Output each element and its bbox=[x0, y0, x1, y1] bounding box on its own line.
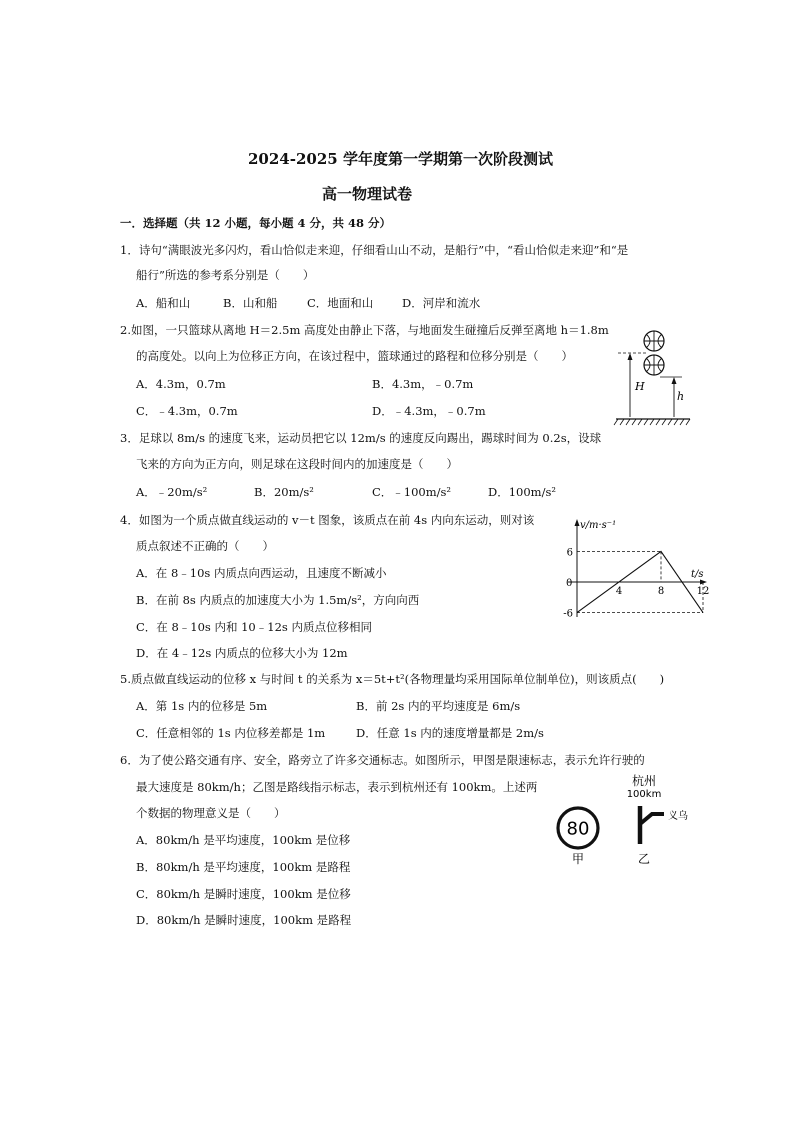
sign-label-jia: 甲 bbox=[571, 852, 585, 866]
q5-option-a: A．第 1s 内的位移是 5m bbox=[136, 699, 268, 713]
q4-option-a: A．在 8﹣10s 内质点向西运动，且速度不断减小 bbox=[136, 566, 387, 580]
q5-option-d: D．任意 1s 内的速度增量都是 2m/s bbox=[356, 726, 544, 740]
q3-option-d: D．100m/s² bbox=[488, 485, 556, 499]
q2-stem-line1: 2.如图，一只篮球从离地 H＝2.5m 高度处由静止下落，与地面发生碰撞后反弹至离地 h＝1.8m bbox=[120, 323, 609, 337]
q2-option-c: C．﹣4.3m，0.7m bbox=[136, 404, 238, 418]
q2-option-d: D．﹣4.3m，﹣0.7m bbox=[372, 404, 486, 418]
label-H: H bbox=[635, 380, 645, 393]
q6-stem-line2: 最大速度是 80km/h；乙图是路线指示标志，表示到杭州还有 100km。上述两 bbox=[136, 780, 538, 794]
q4-vt-graph bbox=[558, 515, 713, 625]
q6-option-d: D．80km/h 是瞬时速度，100km 是路程 bbox=[136, 913, 352, 927]
sign-distance: 100km bbox=[626, 789, 662, 800]
q6-option-a: A．80km/h 是平均速度，100km 是位移 bbox=[136, 833, 351, 847]
q3-option-c: C．﹣100m/s² bbox=[372, 485, 452, 499]
x-axis-label: t/s bbox=[691, 569, 704, 580]
sign-branch: 义乌 bbox=[668, 811, 688, 822]
exam-title: 2024-2025 学年度第一学期第一次阶段测试 bbox=[248, 150, 553, 168]
speed-limit-sign-icon bbox=[558, 808, 598, 848]
tick-labels bbox=[563, 547, 709, 619]
x-tick-label: 12 bbox=[696, 586, 710, 597]
q4-option-d: D．在 4﹣12s 内质点的位移大小为 12m bbox=[136, 646, 348, 660]
q2-basketball-figure bbox=[612, 325, 692, 430]
q1-stem-line1: 1．诗句“满眼波光多闪灼，看山恰似走来迎，仔细看山山不动，是船行”中，“看山恰似走来迎”和“是 bbox=[120, 243, 629, 257]
q3-option-b: B．20m/s² bbox=[254, 485, 314, 499]
speed-limit-value: 80 bbox=[566, 818, 590, 840]
y-tick-label: 6 bbox=[566, 547, 573, 559]
q4-option-c: C．在 8﹣10s 内和 10﹣12s 内质点位移相同 bbox=[136, 620, 372, 634]
x-tick-label: 8 bbox=[657, 586, 665, 597]
origin-label: 0 bbox=[566, 578, 573, 589]
q5-option-b: B．前 2s 内的平均速度是 6m/s bbox=[356, 699, 521, 713]
sign-city: 杭州 bbox=[631, 774, 657, 788]
q4-stem-line1: 4．如图为一个质点做直线运动的 v－t 图象，该质点在前 4s 内向东运动，则对该 bbox=[120, 513, 535, 527]
label-h: h bbox=[677, 390, 685, 403]
basketball-top-icon bbox=[644, 331, 664, 351]
q1-stem-line2: 船行”所选的参考系分别是（ ） bbox=[136, 268, 315, 282]
basketball-bottom-icon bbox=[644, 355, 664, 375]
q4-stem-line2: 质点叙述不正确的（ ） bbox=[136, 539, 274, 553]
route-sign-icon bbox=[640, 806, 664, 844]
q6-option-c: C．80km/h 是瞬时速度，100km 是位移 bbox=[136, 887, 351, 901]
q3-option-a: A．﹣20m/s² bbox=[136, 485, 208, 499]
q5-option-c: C．任意相邻的 1s 内位移差都是 1m bbox=[136, 726, 326, 740]
y-axis-label: v/m·s⁻¹ bbox=[580, 520, 617, 531]
y-tick-label: -6 bbox=[563, 608, 573, 620]
q2-option-b: B．4.3m，﹣0.7m bbox=[372, 377, 474, 391]
q1-option-d: D．河岸和流水 bbox=[402, 296, 481, 310]
q3-stem-line1: 3．足球以 8m/s 的速度飞来，运动员把它以 12m/s 的速度反向踢出，踢球时间为 0.2s，设球 bbox=[120, 431, 602, 445]
q2-stem-line2: 的高度处。以向上为位移正方向，在该过程中，篮球通过的路程和位移分别是（ ） bbox=[136, 349, 573, 363]
exam-subtitle: 高一物理试卷 bbox=[322, 185, 413, 203]
q1-option-c: C．地面和山 bbox=[307, 296, 374, 310]
q6-option-b: B．80km/h 是平均速度，100km 是路程 bbox=[136, 860, 351, 874]
q5-stem-line1: 5.质点做直线运动的位移 x 与时间 t 的关系为 x＝5t+t²(各物理量均采用国际单位制单位)，则该质点( ) bbox=[120, 672, 665, 686]
q4-option-b: B．在前 8s 内质点的加速度大小为 1.5m/s²，方向向西 bbox=[136, 593, 420, 607]
q1-option-a: A．船和山 bbox=[136, 296, 191, 310]
q1-option-b: B．山和船 bbox=[223, 296, 278, 310]
q3-stem-line2: 飞来的方向为正方向，则足球在这段时间内的加速度是（ ） bbox=[136, 457, 458, 471]
section-heading: 一．选择题（共 12 小题，每小题 4 分，共 48 分） bbox=[120, 216, 392, 230]
q6-stem-line3: 个数据的物理意义是（ ） bbox=[136, 806, 286, 820]
x-tick-label: 4 bbox=[615, 586, 623, 597]
q6-stem-line1: 6．为了使公路交通有序、安全，路旁立了许多交通标志。如图所示，甲图是限速标志，表示允许行驶的 bbox=[120, 753, 645, 767]
q2-option-a: A．4.3m，0.7m bbox=[136, 377, 226, 391]
sign-label-yi: 乙 bbox=[637, 852, 651, 866]
q6-traffic-signs bbox=[548, 772, 708, 872]
